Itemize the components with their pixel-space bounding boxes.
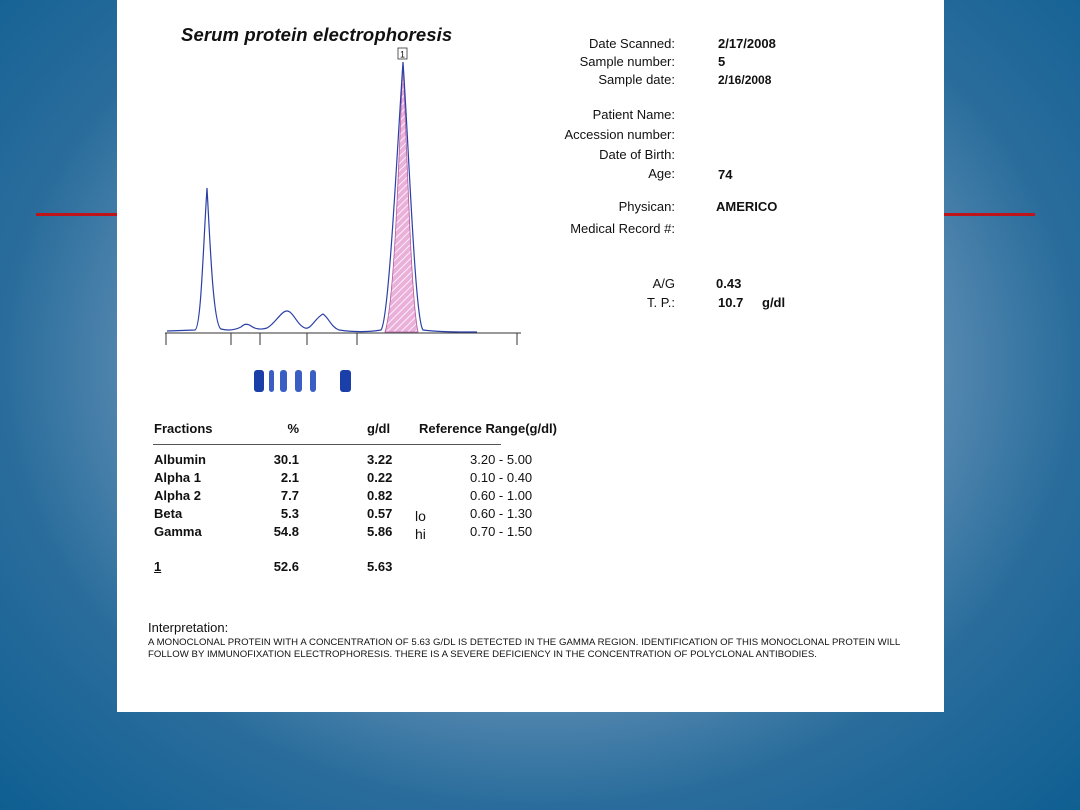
info-labels <box>517 0 675 320</box>
tp-unit: g/dl <box>762 295 786 310</box>
gel-band-beta2 <box>310 370 316 392</box>
fraction-name: Beta <box>154 506 183 521</box>
tp-value: 10.7 <box>718 295 744 310</box>
patient-name-label: Patient Name: <box>592 107 675 122</box>
mspike-gdl: 5.63 <box>367 559 393 574</box>
fraction-pct: 7.7 <box>280 488 299 503</box>
gel-band-albumin <box>254 370 264 392</box>
fraction-gdl: 5.86 <box>367 524 393 539</box>
accession-label: Accession number: <box>564 127 675 142</box>
fraction-pct: 2.1 <box>280 470 299 485</box>
header-rule <box>153 444 501 445</box>
fraction-name: Alpha 2 <box>154 488 201 503</box>
fraction-gdl: 0.57 <box>367 506 393 521</box>
age-label: Age: <box>648 166 675 181</box>
date-scanned-label: Date Scanned: <box>588 36 675 51</box>
peak-marker: 1 <box>399 49 406 60</box>
header-gdl: g/dl <box>367 421 391 436</box>
fraction-flag: lo <box>415 508 426 524</box>
tp-label: T. P.: <box>647 295 675 310</box>
fraction-gdl: 0.22 <box>367 470 393 485</box>
ag-value: 0.43 <box>716 276 742 291</box>
sample-date-value: 2/16/2008 <box>718 73 772 87</box>
fraction-ref: 0.70 - 1.50 <box>470 524 533 539</box>
mspike-pct: 52.6 <box>273 559 299 574</box>
sample-number-value: 5 <box>718 54 726 69</box>
sample-date-label: Sample date: <box>598 72 675 87</box>
physician-label: Physican: <box>618 199 675 214</box>
fraction-name: Gamma <box>154 524 202 539</box>
electrophoresis-trace <box>167 62 477 332</box>
fraction-flag: hi <box>415 526 426 542</box>
age-value: 74 <box>718 167 733 182</box>
date-scanned-value: 2/17/2008 <box>718 36 776 51</box>
header-ref: Reference Range(g/dl) <box>419 421 557 436</box>
mspike-name: 1 <box>154 559 162 574</box>
fraction-gdl: 3.22 <box>367 452 393 467</box>
fraction-ref: 0.60 - 1.30 <box>470 506 533 521</box>
header-fractions: Fractions <box>154 421 213 436</box>
interpretation-heading: Interpretation: <box>148 620 229 635</box>
fraction-ref: 3.20 - 5.00 <box>470 452 533 467</box>
mrn-label: Medical Record #: <box>570 221 675 236</box>
physician-value: AMERICO <box>716 199 778 214</box>
fraction-name: Alpha 1 <box>154 470 201 485</box>
fraction-pct: 5.3 <box>280 506 299 521</box>
dob-label: Date of Birth: <box>599 147 675 162</box>
fraction-gdl: 0.82 <box>367 488 393 503</box>
fraction-ref: 0.10 - 0.40 <box>470 470 533 485</box>
interpretation-text: A MONOCLONAL PROTEIN WITH A CONCENTRATION OF 5.63 G/DL IS DETECTED IN THE GAMMA REGION. IDENTIFICATION OF THIS MONOCLONAL PROTEIN WILL FOLLOW BY IMMUNOFIXATION ELECTROPHORESIS. THERE IS A SEVERE DEFICIENCY IN THE CONCENTRATION OF POLYCLONAL ANTIBODIES. <box>148 637 900 660</box>
report-paper <box>117 0 944 712</box>
ag-label: A/G <box>652 276 675 291</box>
gel-band-gamma <box>340 370 351 392</box>
header-pct: % <box>287 421 299 436</box>
fraction-pct: 30.1 <box>273 452 299 467</box>
mspike-area <box>385 62 418 332</box>
fraction-ref: 0.60 - 1.00 <box>470 488 533 503</box>
fraction-pct: 54.8 <box>273 524 299 539</box>
gel-band-beta <box>295 370 302 392</box>
fraction-dividers <box>166 333 517 345</box>
report-title: Serum protein electrophoresis <box>181 24 453 45</box>
right-accent-line <box>943 213 1035 216</box>
left-accent-line <box>36 213 118 216</box>
sample-number-label: Sample number: <box>579 54 675 69</box>
gel-band-alpha1 <box>269 370 274 392</box>
gel-band-alpha2 <box>280 370 287 392</box>
fraction-name: Albumin <box>154 452 206 467</box>
